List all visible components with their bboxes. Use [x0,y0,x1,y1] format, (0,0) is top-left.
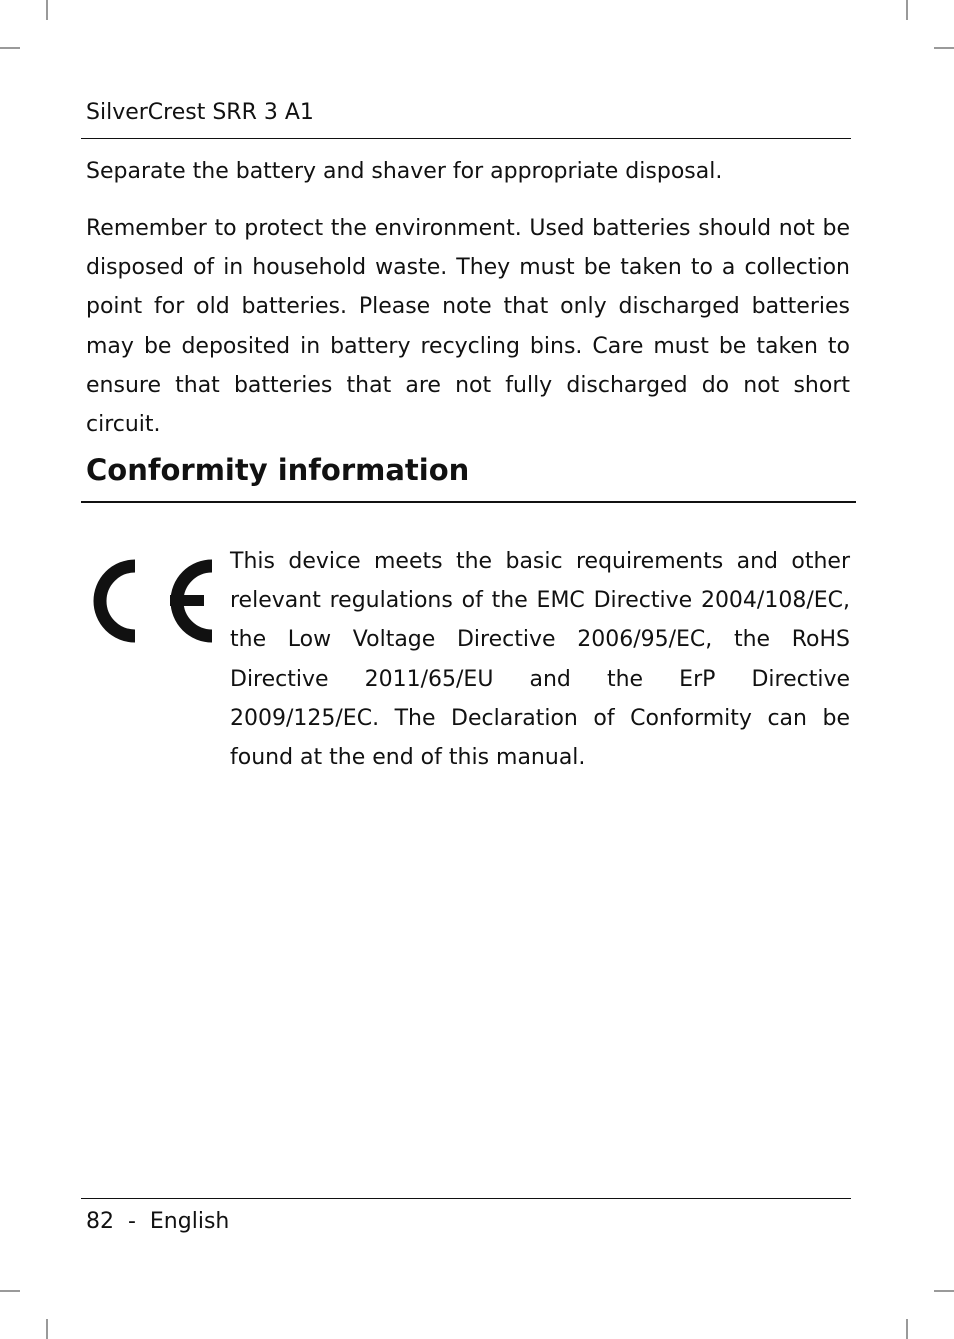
disposal-paragraph: Separate the battery and shaver for appropriate disposal. [86,159,723,184]
crop-mark [46,1319,48,1339]
section-title: Conformity information [86,453,470,487]
page-number: 82 - English [86,1209,230,1234]
crop-mark [934,47,954,49]
crop-mark [0,1290,20,1292]
crop-mark [906,1319,908,1339]
conformity-text: This device meets the basic requirements and other relevant regulations of the EMC Directive 2004/108/EC, the Low Voltage Directive 2006/95/EC, the RoHS Directive 2011/65/EU and the ErP Directive 2009/125/EC. The Declaration of Conformity can be found at the end of this manual. [230,549,850,771]
section-divider [81,501,856,503]
footer-divider [81,1198,851,1199]
ce-mark-icon [90,556,214,646]
header-divider [81,138,851,139]
running-header: SilverCrest SRR 3 A1 [86,100,314,125]
crop-mark [46,0,48,20]
environment-paragraph: Remember to protect the environment. Used batteries should not be disposed of in household waste. They must be taken to a collection point for old batteries. Please note that only discharged batteries may be deposited in battery recycling bins. Care must be taken to ensure that batteries that are not fully discharged do not short circuit. [86,216,850,438]
crop-mark [934,1290,954,1292]
crop-mark [0,47,20,49]
crop-mark [906,0,908,20]
